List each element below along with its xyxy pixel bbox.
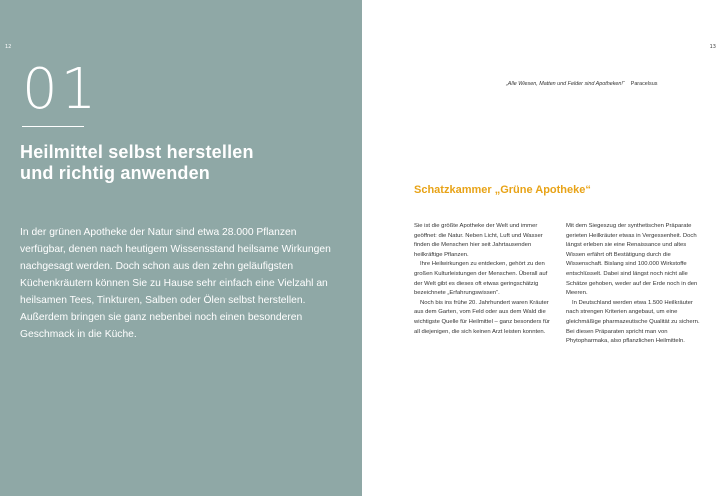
paragraph: Sie ist die größte Apotheke der Welt und immer geöffnet: die Natur. Neben Licht, Luft und Wasser finden die Menschen hier seit Jahrtausenden heilkräftige Pflanzen. (414, 223, 543, 258)
text-column-2 (566, 222, 706, 347)
chapter-title (20, 142, 320, 184)
paragraph: Mit dem Siegeszug der synthetischen Präparate gerieten Heilkräuter etwas in Vergessenheit. Doch längst erleben sie eine Renaissance und altes Wissen erfährt oft Bestätigung durch die Wissenschaft. Bislang sind 100.000 Wirkstoffe entschlüsselt. Dabei sind längst noch nicht alle Schätze gehoben, weder auf der Erde noch in den Meeren. (566, 223, 698, 297)
epigraph (506, 81, 706, 87)
text-column-1 (414, 222, 554, 337)
paragraph: In Deutschland werden etwa 1.500 Heilkräuter nach strengen Kriterien angebaut, um eine gleichmäßige pharmazeutische Qualität zu sichern. Bei diesen Präparaten spricht man von Phytopharmaka, also pflanzlichen Heilmitteln. (566, 299, 700, 345)
page-number-right: 13 (709, 44, 716, 50)
chapter-divider (22, 126, 84, 127)
chapter-title-line1: Heilmittel selbst herstellen (20, 142, 254, 162)
quote-text: „Alle Wiesen, Matten und Felder sind Apotheken!“ (506, 81, 625, 87)
paragraph: Ihre Heilwirkungen zu entdecken, gehört zu den großen Kulturleistungen der Menschen. Überall auf der Welt gibt es dieses oft etwas geringschätzig bezeichnete „Erfahrungswissen“. (414, 261, 548, 297)
page-number-left: 12 (5, 44, 12, 50)
chapter-title-line2: und richtig anwenden (20, 163, 211, 183)
quote-author: Paracelsus (630, 81, 658, 87)
intro-paragraph: In der grünen Apotheke der Natur sind etwa 28.000 Pflanzen verfügbar, denen nach heutigem Wissensstand heilsame Wirkungen nachgesagt werden. Doch schon aus den zehn geläufigsten Küchenkräutern können Sie zu Hause sehr einfach eine Vielzahl an heilsamen Tees, Tinkturen, Salben oder Ölen selbst herstellen. Außerdem bringen sie ganz nebenbei noch einen besonderen Geschmack in die Küche. (20, 227, 331, 340)
section-title: Schatzkammer „Grüne Apotheke“ (414, 184, 591, 196)
paragraph: Noch bis ins frühe 20. Jahrhundert waren Kräuter aus dem Garten, vom Feld oder aus dem Wald die wichtigste Quelle für Heilmittel – ganz besonders für all diejenigen, die sich keinen Arzt leisten konnten. (414, 299, 550, 335)
chapter-number: 01 (22, 57, 100, 122)
